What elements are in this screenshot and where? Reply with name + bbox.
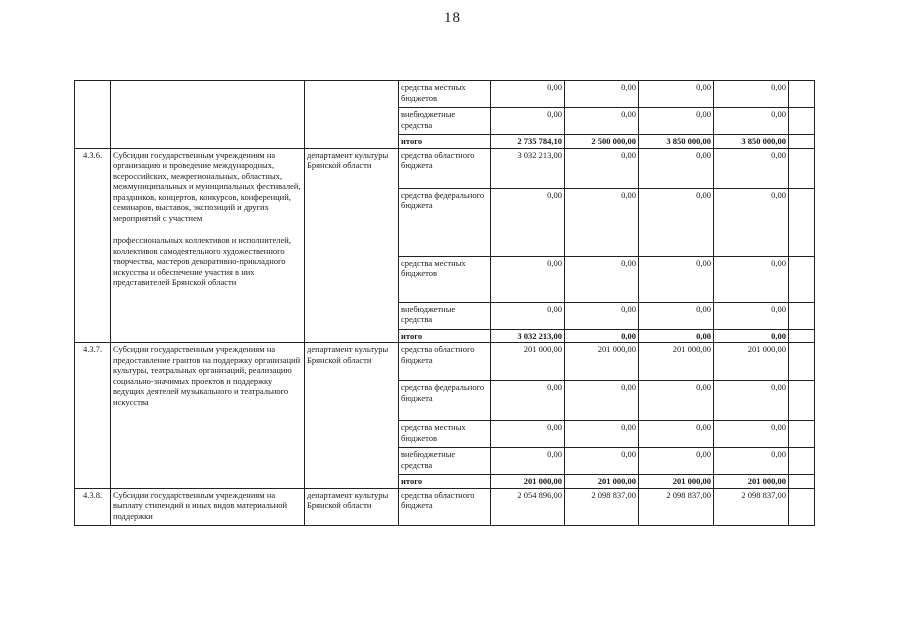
amount-cell: 3 032 213,00 xyxy=(491,148,565,188)
amount-cell: 0,00 xyxy=(491,421,565,448)
amount-cell: 0,00 xyxy=(714,108,789,135)
amount-cell: 2 098 837,00 xyxy=(714,488,789,525)
total-label: итого xyxy=(399,329,491,343)
amount-cell: 0,00 xyxy=(491,188,565,256)
total-cell: 2 735 784,10 xyxy=(491,135,565,149)
description-part: профессиональных коллективов и исполнителей, коллективов самодеятельного художественного творчества, мастеров декоративно-прикладного искусства и обеспечение участия в них представителей Брянской области xyxy=(113,235,291,287)
item-executor: департамент культуры Брянской области xyxy=(305,148,399,343)
source-label: средства федерального бюджета xyxy=(399,188,491,256)
item-executor: департамент культуры Брянской области xyxy=(305,343,399,489)
amount-cell: 0,00 xyxy=(714,81,789,108)
total-cell: 0,00 xyxy=(639,329,714,343)
amount-cell: 0,00 xyxy=(639,81,714,108)
amount-cell: 0,00 xyxy=(639,302,714,329)
source-label: внебюджетные средства xyxy=(399,302,491,329)
amount-cell: 2 098 837,00 xyxy=(565,488,639,525)
amount-cell: 0,00 xyxy=(714,188,789,256)
amount-cell: 0,00 xyxy=(714,448,789,475)
source-label: средства федерального бюджета xyxy=(399,381,491,421)
amount-cell: 0,00 xyxy=(639,108,714,135)
amount-cell: 0,00 xyxy=(565,188,639,256)
amount-cell: 0,00 xyxy=(639,448,714,475)
total-label: итого xyxy=(399,475,491,489)
total-cell: 201 000,00 xyxy=(491,475,565,489)
total-cell: 3 850 000,00 xyxy=(639,135,714,149)
amount-cell: 201 000,00 xyxy=(714,343,789,381)
total-cell: 201 000,00 xyxy=(639,475,714,489)
amount-cell: 0,00 xyxy=(714,256,789,302)
amount-cell: 0,00 xyxy=(565,448,639,475)
source-label: средства местных бюджетов xyxy=(399,81,491,108)
amount-cell: 0,00 xyxy=(639,188,714,256)
amount-cell: 0,00 xyxy=(565,81,639,108)
description-part: Субсидии государственным учреждениям на организацию и проведение международных, всероссийских, межрегиональных, областных, межмуниципальных и муниципальных фестивалей, праздников, концертов, конкурсов, конференций, семинаров, выставок, экспозиций и других мероприятий с участием xyxy=(113,149,301,223)
amount-cell: 2 054 896,00 xyxy=(491,488,565,525)
item-description: Субсидии государственным учреждениям на выплату стипендий и иных видов материальной поддержки xyxy=(111,488,305,525)
amount-cell: 201 000,00 xyxy=(491,343,565,381)
amount-cell: 0,00 xyxy=(639,148,714,188)
budget-table xyxy=(74,80,815,526)
table-row xyxy=(75,81,815,108)
amount-cell: 0,00 xyxy=(565,148,639,188)
source-label: внебюджетные средства xyxy=(399,448,491,475)
amount-cell: 0,00 xyxy=(714,148,789,188)
page-number: 18 xyxy=(444,10,461,26)
amount-cell: 0,00 xyxy=(639,256,714,302)
amount-cell: 0,00 xyxy=(491,448,565,475)
amount-cell: 0,00 xyxy=(565,256,639,302)
amount-cell: 0,00 xyxy=(491,81,565,108)
amount-cell: 0,00 xyxy=(714,302,789,329)
amount-cell: 0,00 xyxy=(491,108,565,135)
total-cell: 201 000,00 xyxy=(714,475,789,489)
total-cell: 0,00 xyxy=(565,329,639,343)
item-code: 4.3.8. xyxy=(75,488,111,525)
item-description: Субсидии государственным учреждениям на предоставление грантов на поддержку организаций культуры, театральных организаций, реализацию социально-значимых проектов и поддержку ведущих деятелей музыкального и театрального искусства xyxy=(111,343,305,489)
source-label: внебюджетные средства xyxy=(399,108,491,135)
amount-cell: 0,00 xyxy=(565,302,639,329)
item-code: 4.3.6. xyxy=(75,148,111,343)
source-label: средства областного бюджета xyxy=(399,343,491,381)
amount-cell: 0,00 xyxy=(714,421,789,448)
source-label: средства областного бюджета xyxy=(399,488,491,525)
source-label: средства местных бюджетов xyxy=(399,256,491,302)
table-row xyxy=(75,343,815,381)
item-description xyxy=(111,148,305,343)
amount-cell: 0,00 xyxy=(491,381,565,421)
amount-cell: 0,00 xyxy=(565,108,639,135)
table-row xyxy=(75,148,815,188)
source-label: средства областного бюджета xyxy=(399,148,491,188)
amount-cell: 0,00 xyxy=(714,381,789,421)
item-executor: департамент культуры Брянской области xyxy=(305,488,399,525)
table-row xyxy=(75,488,815,525)
total-cell: 2 500 000,00 xyxy=(565,135,639,149)
amount-cell: 0,00 xyxy=(491,302,565,329)
amount-cell: 0,00 xyxy=(639,381,714,421)
item-code: 4.3.7. xyxy=(75,343,111,489)
amount-cell: 0,00 xyxy=(639,421,714,448)
amount-cell: 0,00 xyxy=(565,381,639,421)
total-cell: 3 850 000,00 xyxy=(714,135,789,149)
amount-cell: 201 000,00 xyxy=(565,343,639,381)
total-cell: 0,00 xyxy=(714,329,789,343)
total-cell: 3 032 213,00 xyxy=(491,329,565,343)
amount-cell: 0,00 xyxy=(491,256,565,302)
total-label: итого xyxy=(399,135,491,149)
total-cell: 201 000,00 xyxy=(565,475,639,489)
amount-cell: 0,00 xyxy=(565,421,639,448)
amount-cell: 201 000,00 xyxy=(639,343,714,381)
amount-cell: 2 098 837,00 xyxy=(639,488,714,525)
source-label: средства местных бюджетов xyxy=(399,421,491,448)
